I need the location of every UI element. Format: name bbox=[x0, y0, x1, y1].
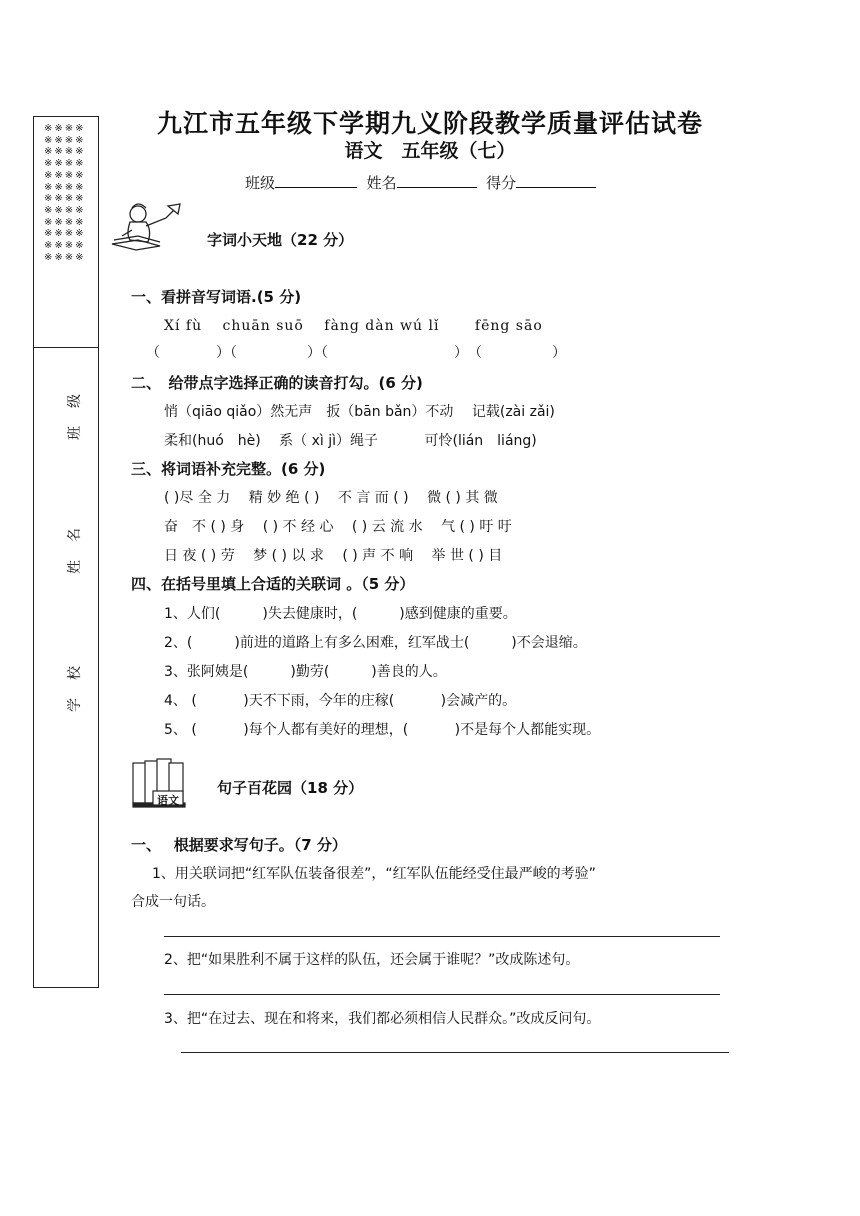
q3-title: 三、将词语补充完整。(6 分) bbox=[131, 460, 326, 478]
name-blank[interactable] bbox=[397, 173, 477, 188]
s2-item3: 3、把“在过去、现在和将来，我们都必须相信人民群众。”改成反问句。 bbox=[164, 1011, 601, 1027]
s2-item3-answer-line[interactable] bbox=[181, 1052, 729, 1053]
q4-item: 1、人们( )失去健康时，( )感到健康的重要。 bbox=[164, 606, 517, 622]
s2-item1-answer-line[interactable] bbox=[164, 936, 720, 937]
binding-info-box bbox=[33, 347, 99, 988]
class-label: 班级 bbox=[245, 174, 276, 192]
binding-class-label: 班级 bbox=[67, 376, 83, 440]
score-blank[interactable] bbox=[516, 173, 596, 188]
s2-item1-line1: 1、用关联词把“红军队伍装备很差”，“红军队伍能经受住最严峻的考验” bbox=[152, 866, 596, 882]
binding-school-label: 学校 bbox=[67, 648, 83, 712]
books-icon-label: 语文 bbox=[157, 794, 179, 807]
name-label: 姓名 bbox=[366, 174, 397, 192]
q4-title: 四、在括号里填上合适的关联词 。（5 分） bbox=[131, 575, 415, 593]
s2-item2: 2、把“如果胜利不属于这样的队伍，还会属于谁呢？”改成陈述句。 bbox=[164, 952, 580, 968]
score-label: 得分 bbox=[486, 174, 517, 192]
q2-line1: 悄（qiāo qiǎo）然无声 扳（bān bǎn）不动 记载(zài zǎi) bbox=[164, 404, 555, 420]
exam-title: 九江市五年级下学期九义阶段教学质量评估试卷 bbox=[156, 109, 703, 138]
s2-item1-line2: 合成一句话。 bbox=[131, 894, 215, 910]
q1-pinyin: Xí fù chuān suō fàng dàn wú lǐ fēng sāo bbox=[164, 318, 543, 334]
s2-q1-title: 一、 根据要求写句子。（7 分） bbox=[131, 836, 347, 854]
q4-item: 3、张阿姨是( )勤劳( )善良的人。 bbox=[164, 664, 447, 680]
q1-answer-blanks[interactable]: （ ）（ ）（ ） （ ） bbox=[146, 345, 566, 361]
q3-line2: 奋 不 ( ) 身 ( ) 不 经 心 ( ) 云 流 水 气 ( ) 吁 吁 bbox=[164, 519, 512, 535]
binding-stars: ※※※※※※※※※※※※※※※※※※※※※※※※※※※※※※※※※※※※※※※※※※※※※※※※ bbox=[44, 123, 86, 263]
reading-person-icon bbox=[108, 200, 190, 252]
q1-title: 一、看拼音写词语.(5 分) bbox=[131, 288, 302, 306]
q3-line3: 日 夜 ( ) 劳 梦 ( ) 以 求 ( ) 声 不 响 举 世 ( ) 目 bbox=[164, 548, 503, 564]
q4-item: 4、 ( )天不下雨，今年的庄稼( )会减产的。 bbox=[164, 693, 517, 709]
q2-line2: 柔和(huó hè) 系（ xì jì）绳子 可怜(lián liáng) bbox=[164, 433, 537, 449]
student-info-line bbox=[245, 172, 596, 193]
q4-item: 5、 ( )每个人都有美好的理想，( )不是每个人都能实现。 bbox=[164, 722, 601, 738]
s2-item2-answer-line[interactable] bbox=[164, 994, 720, 995]
section1-title: 字词小天地（22 分） bbox=[207, 231, 354, 249]
q3-line1: ( )尽 全 力 精 妙 绝 ( ) 不 言 而 ( ) 微 ( ) 其 微 bbox=[164, 490, 498, 506]
q4-item: 2、( )前进的道路上有多么困难，红军战士( )不会退缩。 bbox=[164, 635, 587, 651]
q2-title: 二、 给带点字选择正确的读音打勾。(6 分) bbox=[131, 374, 423, 392]
binding-name-label: 姓名 bbox=[67, 510, 83, 574]
class-blank[interactable] bbox=[275, 173, 357, 188]
exam-subtitle: 语文 五年级（七） bbox=[344, 140, 516, 162]
section2-title: 句子百花园（18 分） bbox=[217, 779, 364, 797]
